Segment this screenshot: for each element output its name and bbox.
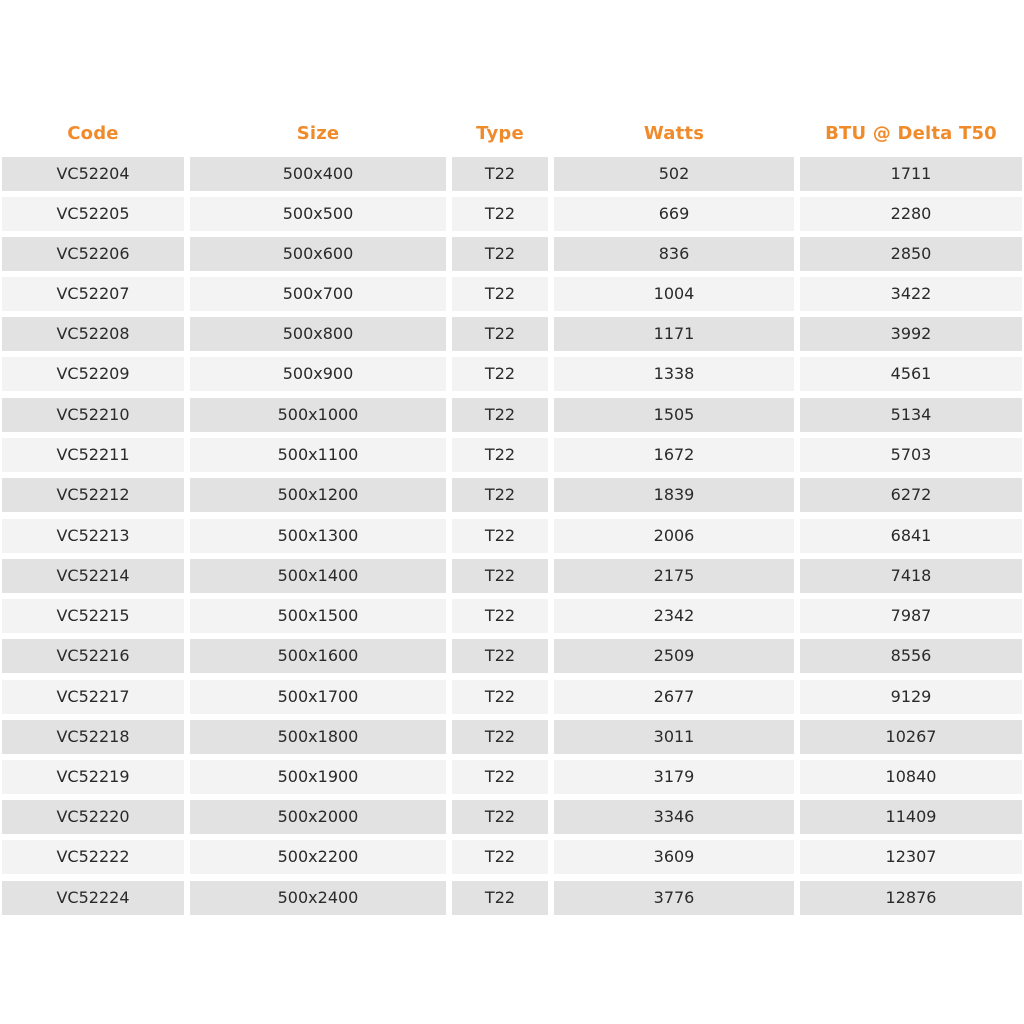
cell-type: T22 (452, 840, 548, 874)
cell-type: T22 (452, 277, 548, 311)
cell-btu: 7418 (800, 559, 1022, 593)
cell-btu: 11409 (800, 800, 1022, 834)
cell-watts: 3011 (554, 720, 794, 754)
cell-code: VC52217 (2, 680, 184, 714)
cell-watts: 1338 (554, 357, 794, 391)
cell-size: 500x900 (190, 357, 446, 391)
header-type: Type (476, 123, 524, 144)
cell-code: VC52220 (2, 800, 184, 834)
cell-type: T22 (452, 680, 548, 714)
cell-btu: 4561 (800, 357, 1022, 391)
cell-btu: 5134 (800, 398, 1022, 432)
cell-type: T22 (452, 398, 548, 432)
table-row (0, 800, 1024, 834)
cell-watts: 2509 (554, 639, 794, 673)
cell-watts: 669 (554, 197, 794, 231)
cell-watts: 3346 (554, 800, 794, 834)
cell-size: 500x500 (190, 197, 446, 231)
table-row (0, 157, 1024, 191)
cell-code: VC52210 (2, 398, 184, 432)
cell-watts: 2677 (554, 680, 794, 714)
cell-size: 500x2000 (190, 800, 446, 834)
header-watts: Watts (643, 123, 705, 144)
table-row (0, 639, 1024, 673)
cell-type: T22 (452, 800, 548, 834)
cell-btu: 5703 (800, 438, 1022, 472)
cell-type: T22 (452, 639, 548, 673)
cell-watts: 1171 (554, 317, 794, 351)
cell-code: VC52212 (2, 478, 184, 512)
cell-type: T22 (452, 197, 548, 231)
header-size: Size (296, 123, 340, 144)
cell-code: VC52215 (2, 599, 184, 633)
table-row (0, 478, 1024, 512)
table-row (0, 559, 1024, 593)
table-row (0, 398, 1024, 432)
cell-type: T22 (452, 438, 548, 472)
table-row (0, 599, 1024, 633)
cell-size: 500x700 (190, 277, 446, 311)
cell-type: T22 (452, 760, 548, 794)
cell-size: 500x1300 (190, 519, 446, 553)
cell-watts: 3776 (554, 881, 794, 915)
table-header (0, 112, 1024, 156)
table-row (0, 720, 1024, 754)
cell-btu: 9129 (800, 680, 1022, 714)
cell-btu: 2850 (800, 237, 1022, 271)
table-row (0, 197, 1024, 231)
cell-watts: 2006 (554, 519, 794, 553)
cell-size: 500x1200 (190, 478, 446, 512)
cell-size: 500x600 (190, 237, 446, 271)
cell-btu: 6272 (800, 478, 1022, 512)
cell-size: 500x2200 (190, 840, 446, 874)
cell-watts: 1672 (554, 438, 794, 472)
header-code: Code (67, 123, 119, 144)
cell-watts: 3609 (554, 840, 794, 874)
cell-size: 500x1600 (190, 639, 446, 673)
cell-size: 500x1100 (190, 438, 446, 472)
cell-code: VC52216 (2, 639, 184, 673)
cell-btu: 2280 (800, 197, 1022, 231)
cell-watts: 2175 (554, 559, 794, 593)
cell-size: 500x1700 (190, 680, 446, 714)
cell-code: VC52224 (2, 881, 184, 915)
cell-btu: 8556 (800, 639, 1022, 673)
cell-type: T22 (452, 157, 548, 191)
cell-code: VC52218 (2, 720, 184, 754)
cell-watts: 836 (554, 237, 794, 271)
cell-code: VC52219 (2, 760, 184, 794)
table-row (0, 840, 1024, 874)
cell-size: 500x800 (190, 317, 446, 351)
cell-btu: 6841 (800, 519, 1022, 553)
cell-btu: 12307 (800, 840, 1022, 874)
cell-code: VC52214 (2, 559, 184, 593)
cell-watts: 1505 (554, 398, 794, 432)
cell-watts: 2342 (554, 599, 794, 633)
header-btu: BTU @ Delta T50 (825, 123, 997, 144)
cell-size: 500x1800 (190, 720, 446, 754)
cell-code: VC52209 (2, 357, 184, 391)
cell-type: T22 (452, 317, 548, 351)
table-row (0, 317, 1024, 351)
cell-size: 500x1900 (190, 760, 446, 794)
cell-btu: 3422 (800, 277, 1022, 311)
cell-code: VC52206 (2, 237, 184, 271)
cell-type: T22 (452, 357, 548, 391)
cell-code: VC52211 (2, 438, 184, 472)
cell-btu: 7987 (800, 599, 1022, 633)
table-row (0, 519, 1024, 553)
table-row (0, 881, 1024, 915)
cell-code: VC52207 (2, 277, 184, 311)
cell-btu: 1711 (800, 157, 1022, 191)
cell-code: VC52208 (2, 317, 184, 351)
cell-type: T22 (452, 881, 548, 915)
cell-type: T22 (452, 237, 548, 271)
cell-code: VC52213 (2, 519, 184, 553)
cell-watts: 3179 (554, 760, 794, 794)
table-row (0, 357, 1024, 391)
cell-code: VC52204 (2, 157, 184, 191)
cell-code: VC52222 (2, 840, 184, 874)
radiator-spec-table (0, 112, 1024, 907)
cell-type: T22 (452, 559, 548, 593)
cell-code: VC52205 (2, 197, 184, 231)
cell-btu: 10267 (800, 720, 1022, 754)
cell-size: 500x400 (190, 157, 446, 191)
cell-type: T22 (452, 720, 548, 754)
cell-watts: 502 (554, 157, 794, 191)
cell-size: 500x1500 (190, 599, 446, 633)
cell-size: 500x1000 (190, 398, 446, 432)
table-row (0, 680, 1024, 714)
table-row (0, 237, 1024, 271)
cell-watts: 1004 (554, 277, 794, 311)
cell-watts: 1839 (554, 478, 794, 512)
cell-type: T22 (452, 478, 548, 512)
table-row (0, 760, 1024, 794)
cell-size: 500x1400 (190, 559, 446, 593)
cell-type: T22 (452, 599, 548, 633)
table-row (0, 438, 1024, 472)
table-row (0, 277, 1024, 311)
cell-size: 500x2400 (190, 881, 446, 915)
cell-btu: 3992 (800, 317, 1022, 351)
cell-btu: 12876 (800, 881, 1022, 915)
cell-btu: 10840 (800, 760, 1022, 794)
cell-type: T22 (452, 519, 548, 553)
